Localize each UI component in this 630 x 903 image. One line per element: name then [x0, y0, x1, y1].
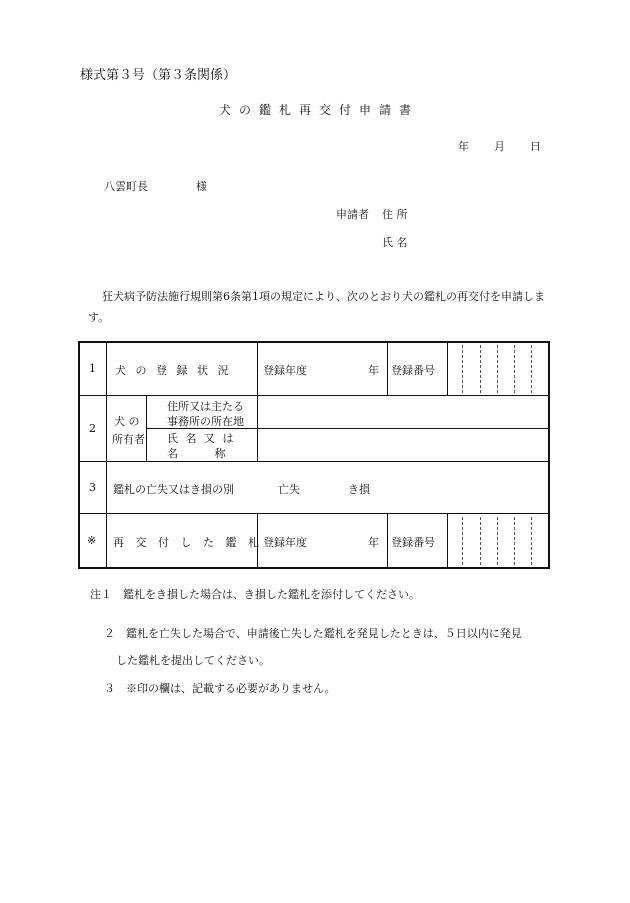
date-year-label: 年 [458, 140, 469, 153]
row4-year-unit: 年 [368, 536, 379, 549]
row2-address-label-line2: 事務所の所在地 [167, 415, 244, 428]
note-2-continued: した鑑札を提出してください。 [116, 654, 270, 667]
application-table [78, 341, 550, 569]
row3-option-damaged: き損 [348, 483, 370, 496]
row2-number: 2 [89, 422, 96, 435]
document-title: 犬の鑑札再交付申請書 [218, 103, 419, 117]
row3-option-lost: 亡失 [278, 483, 300, 496]
row2-owner-label-top: 犬 の [114, 415, 140, 428]
row3-number: 3 [89, 481, 96, 494]
row1-registration-label: 登録番号 [391, 364, 435, 377]
row4-year-label: 登録年度 [263, 536, 307, 549]
form-number: 様式第３号（第３条関係） [80, 68, 237, 83]
applicant-label: 申請者 [336, 208, 369, 221]
note-1: 注１ 鑑札をき損した場合は、き損した鑑札を添付してください。 [90, 588, 420, 601]
row2-owner-label-bottom: 所有者 [112, 433, 145, 446]
row2-name-label-line2: 名 称 [167, 447, 226, 460]
row2-name-label-line1: 氏 名 又 は [167, 432, 236, 445]
row1-year-unit: 年 [368, 364, 379, 377]
row4-mark: ※ [87, 534, 97, 547]
note-2: ２ 鑑札を亡失した場合で、申請後亡失した鑑札を発見したときは、５日以内に発見 [104, 627, 522, 640]
row1-label: 犬 の 登 録 状 況 [115, 364, 232, 377]
row3-label: 鑑札の亡失又はき損の別 [113, 483, 234, 496]
date-day-label: 日 [530, 140, 541, 153]
row4-label: 再 交 付 し た 鑑 札 [113, 536, 263, 549]
row1-number: 1 [89, 362, 96, 375]
note-3: ３ ※印の欄は、記載する必要がありません。 [104, 682, 336, 695]
date-month-label: 月 [494, 140, 505, 153]
addressee-honorific: 様 [196, 180, 207, 193]
body-text: 狂犬病予防法施行規則第6条第1項の規定により、次のとおり犬の鑑札の再交付を申請します。 [88, 290, 545, 324]
row1-year-label: 登録年度 [263, 364, 307, 377]
applicant-name-label: 氏 名 [382, 236, 408, 249]
addressee-office: 八雲町長 [104, 180, 148, 193]
row4-registration-label: 登録番号 [391, 536, 435, 549]
applicant-address-label: 住 所 [382, 208, 408, 221]
row2-address-label-line1: 住所又は主たる [167, 400, 244, 413]
